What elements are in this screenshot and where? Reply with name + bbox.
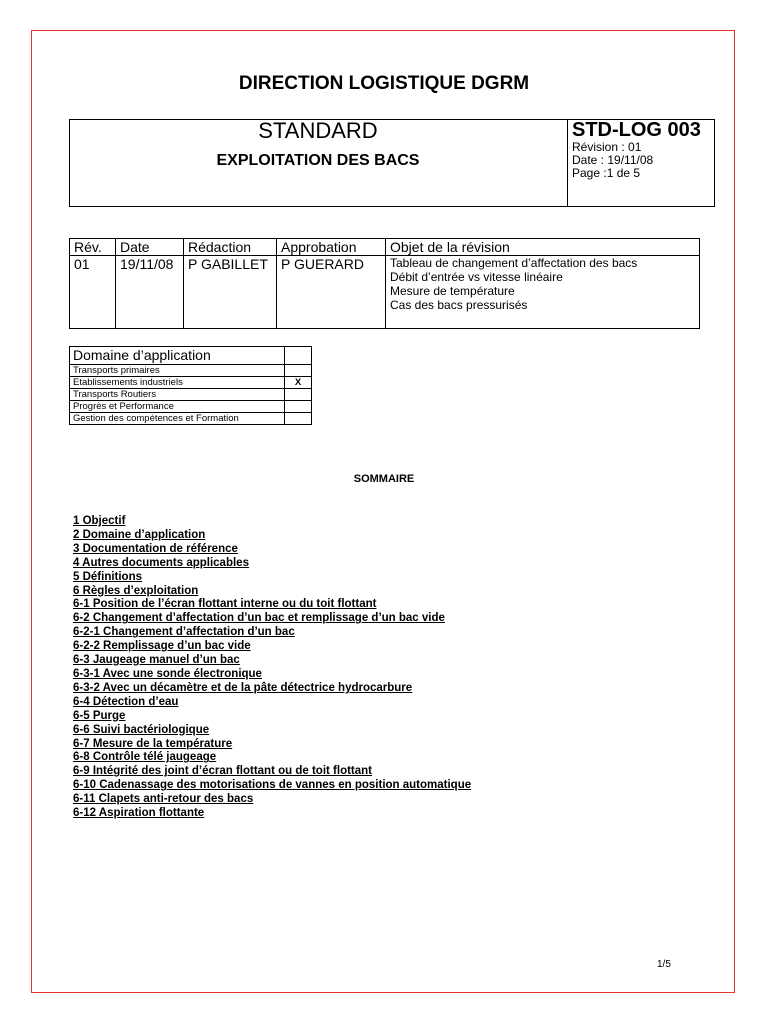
toc-link[interactable]: 6-4 Détection d’eau [73,695,179,708]
col-header-rev: Rév. [70,239,116,256]
organization-title: DIRECTION LOGISTIQUE DGRM [238,73,530,94]
cell-rev: 01 [70,256,116,329]
domain-mark [285,389,312,401]
domain-label: Transports Routiers [70,389,285,401]
page-number: 1/5 [657,959,671,970]
table-of-contents [73,515,471,821]
domain-header-row [70,347,312,365]
toc-link[interactable]: 6-8 Contrôle télé jaugeage [73,751,217,764]
domain-mark: X [285,377,312,389]
toc-link[interactable]: 6-3 Jaugeage manuel d’un bac [73,654,240,667]
toc-link[interactable]: 6-7 Mesure de la température [73,737,233,750]
domain-row [70,377,312,389]
objet-line: Mesure de température [390,284,515,298]
objet-line: Cas des bacs pressurisés [390,298,528,312]
toc-link[interactable]: 6-3-1 Avec une sonde électronique [73,667,262,680]
document-code: STD-LOG 003 [572,119,701,141]
revision-header-row [70,239,700,256]
domain-mark [285,365,312,377]
objet-line: Débit d’entrée vs vitesse linéaire [390,270,563,284]
col-header-date: Date [116,239,184,256]
document-subtitle: EXPLOITATION DES BACS [216,152,420,169]
sommaire-title: SOMMAIRE [353,473,415,485]
toc-link[interactable]: 6-3-2 Avec un décamètre et de la pâte détectrice hydrocarbure [73,681,413,694]
col-header-redaction: Rédaction [184,239,277,256]
domain-row [70,389,312,401]
header-divider [567,119,568,207]
toc-link[interactable]: 5 Définitions [73,570,143,583]
toc-link[interactable]: 6-1 Position de l’écran flottant interne ou du toit flottant [73,598,377,611]
toc-link[interactable]: 4 Autres documents applicables [73,556,249,569]
toc-link[interactable]: 6-2-1 Changement d’affectation d’un bac [73,626,295,639]
objet-line: Tableau de changement d’affectation des bacs [390,256,638,270]
cell-approbation: P GUERARD [277,256,386,329]
domain-row [70,365,312,377]
domain-title: Domaine d’application [70,347,285,365]
domain-header-mark [285,347,312,365]
toc-link[interactable]: 6-12 Aspiration flottante [73,807,205,820]
domain-row [70,401,312,413]
toc-link[interactable]: 2 Domaine d’application [73,528,206,541]
domain-row [70,413,312,425]
domain-label: Gestion des compétences et Formation [70,413,285,425]
domain-mark [285,401,312,413]
domain-label: Etablissements industriels [70,377,285,389]
toc-link[interactable]: 6-2 Changement d’affectation d’un bac et remplissage d’un bac vide [73,612,445,625]
col-header-objet: Objet de la révision [386,239,700,256]
revision-row [70,256,700,329]
domain-label: Progrès et Performance [70,401,285,413]
standard-title: STANDARD [258,118,378,143]
col-header-approbation: Approbation [277,239,386,256]
domain-label: Transports primaires [70,365,285,377]
toc-link[interactable]: 6-5 Purge [73,709,126,722]
toc-link[interactable]: 6 Règles d’exploitation [73,584,199,597]
page-count: Page :1 de 5 [572,166,641,180]
domain-mark [285,413,312,425]
revision-number: Révision : 01 [572,140,642,154]
toc-link[interactable]: 6-2-2 Remplissage d’un bac vide [73,640,251,653]
cell-date: 19/11/08 [116,256,184,329]
toc-link[interactable]: 1 Objectif [73,515,126,527]
revision-table [69,238,700,329]
document-date: Date : 19/11/08 [572,153,654,167]
toc-link[interactable]: 6-10 Cadenassage des motorisations de vannes en position automatique [73,779,472,792]
toc-link[interactable]: 3 Documentation de référence [73,542,238,555]
domain-table [69,346,312,425]
toc-link[interactable]: 6-11 Clapets anti-retour des bacs [73,793,254,806]
cell-redaction: P GABILLET [184,256,277,329]
toc-link[interactable]: 6-6 Suivi bactériologique [73,723,210,736]
toc-link[interactable]: 6-9 Intégrité des joint d’écran flottant ou de toit flottant [73,765,372,778]
cell-objet [386,256,700,329]
